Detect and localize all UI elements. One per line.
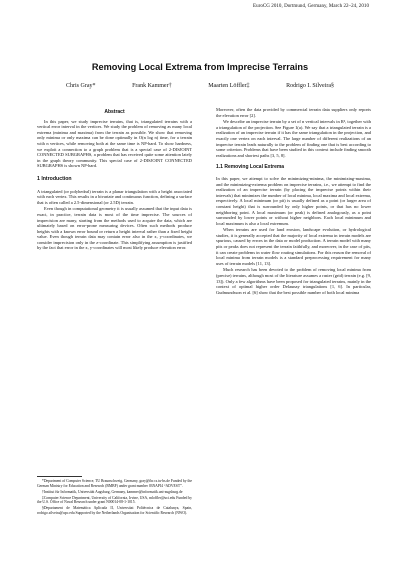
abstract-text: In this paper, we study imprecise terrains, that is, triangulated terrains with a vertical error interval in the vertices. We study the problem of removing as many local extrema (minima and maxima) from the terrain as possible. We show that removing only minima or only maxima can be done optimally in O(n log n) time, for a terrain with n vertices, while removing both at the same time is NP-hard. To show hardness, we exploit a connection to a graph problem that is a special case of 2-DISJOINT CONNECTED SUBGRAPHS, a problem that has received quite some attention lately in the graph theory community. This special case of 2-DISJOINT CONNECTED SUBGRAPHS is shown NP-hard. <box>37 118 192 169</box>
author: Chris Gray* <box>66 83 96 89</box>
footnote: †Institut für Informatik, Universität Augsburg, Germany, kammer@informatik.uni-augsburg.de <box>42 489 183 494</box>
running-header: EuroCG 2010, Dortmund, Germany, March 22–24, 2010 <box>253 4 369 9</box>
paragraph: In this paper, we attempt to solve the minimizing-minima, the minimizing-maxima, and the minimizing-extrema problem on imprecise terrains, i.e., we attempt to find the realization of an imprecise terrain (by placing the imprecise points within their intervals) that minimizes the number of local minima, local maxima and local extrema, respectively. A local minimum (or pit) is usually defined as a point (or larger area of constant height) that is surrounded by only higher points, or that has no lower neighboring point. A local maximum (or peak) is defined analogously, as a point surrounded by lower points or without higher neighbors. Each local minimum and local maximum is also a local extremum. <box>216 175 371 226</box>
paragraph: When terrains are used for land erosion, landscape evolution, or hydrological studies, it is generally accepted that the majority of local extrema in terrain models are spurious, caused by errors in the data or model production. A terrain model with many pits or peaks does not represent the terrain faithfully, and moreover, in the case of pits, it can create problems in water flow routing simulations. For this reason the removal of local minima from terrain models is a standard preprocessing requirement for many uses of terrain models [11, 13]. <box>216 227 371 266</box>
section-heading: 1 Introduction <box>37 175 72 182</box>
left-column <box>37 110 192 252</box>
footnotes <box>37 476 192 517</box>
paragraph: Even though in computational geometry it is usually assumed that the input data is exact, in practice, terrain data is most of the time imprecise. The sources of imprecision are many, starting from the methods used to acquire the data, which are ultimately based on error-prone measuring devices. Often such methods produce heights with a known error bound or return a height interval rather than a fixed height value. Even though terrain data may contain error also in the x, y-coordinates, we consider imprecision only in the z-coordinate. This simplifying assumption is justified by the fact that error in the x, y-coordinates will most likely produce elevation error. <box>37 206 192 251</box>
footnote-rule <box>37 476 82 477</box>
footnote: §Departament de Matemàtica Aplicada II, Universitat Politècnica de Catalunya, Spain, rodrigo.silveira@upc.edu Supported by the Netherlands Organisation for Scientific Research (NWO). <box>37 506 192 516</box>
abstract-heading: Abstract <box>104 109 125 115</box>
footnote: ‡Computer Science Department, University of California, Irvine, USA, mloffler@uci.edu Funded by the U.S. Office of Naval Research under grant N00014-08-1-1015. <box>37 495 192 505</box>
subsection-heading: 1.1 Removing Local Extrema <box>216 164 285 171</box>
paper-title: Removing Local Extrema from Imprecise Terrains <box>91 62 309 72</box>
author: Rodrigo I. Silveira§ <box>286 83 334 89</box>
footnote: *Department of Computer Science, TU Braunschweig, Germany, gray@ibr.cs.tu-bs.de Funded by the German Ministry for Education and Research (BMBF) under grant number 03NAPI4 “ADVEST”. <box>37 479 192 488</box>
paragraph: We describe an imprecise terrain by a set of n vertical intervals in R³, together with a triangulation of the projection. See Figure 1(a). We say that a triangulated terrain is a realization of an imprecise terrain if it has the same triangulation in the projection, and exactly one vertex on each interval. The large number of different realizations of an imprecise terrain leads naturally to the problem of finding one that is best according to some criterion. Problems that have been studied in this context include finding smooth realizations and shortest paths [3, 5, 8]. <box>216 119 371 158</box>
right-column <box>216 107 371 296</box>
paragraph: Much research has been devoted to the problem of removing local minima from (precise) terrains, although most of the literature assumes a raster (grid) terrain (e.g. [9, 13]). Only a few algorithms have been proposed for triangulated terrains, mainly in the context of optimal higher order Delaunay triangulations [1, 6]. In particular, Gudmundsson et al. [6] show that the best possible number of both local minima <box>216 267 371 295</box>
author: Maarten Löffler‡ <box>208 83 250 89</box>
author: Frank Kammer† <box>132 83 172 89</box>
author-list <box>66 83 334 89</box>
paragraph: A triangulated (or polyhedral) terrain is a planar triangulation with a height associated with each vertex. This results in a bivariate and continuous function, defining a surface that is often called a 2.5-dimensional (or 2.5D) terrain. <box>37 188 192 205</box>
paragraph: Moreover, often the data provided by commercial terrain data suppliers only reports the elevation error [2]. <box>216 107 371 118</box>
